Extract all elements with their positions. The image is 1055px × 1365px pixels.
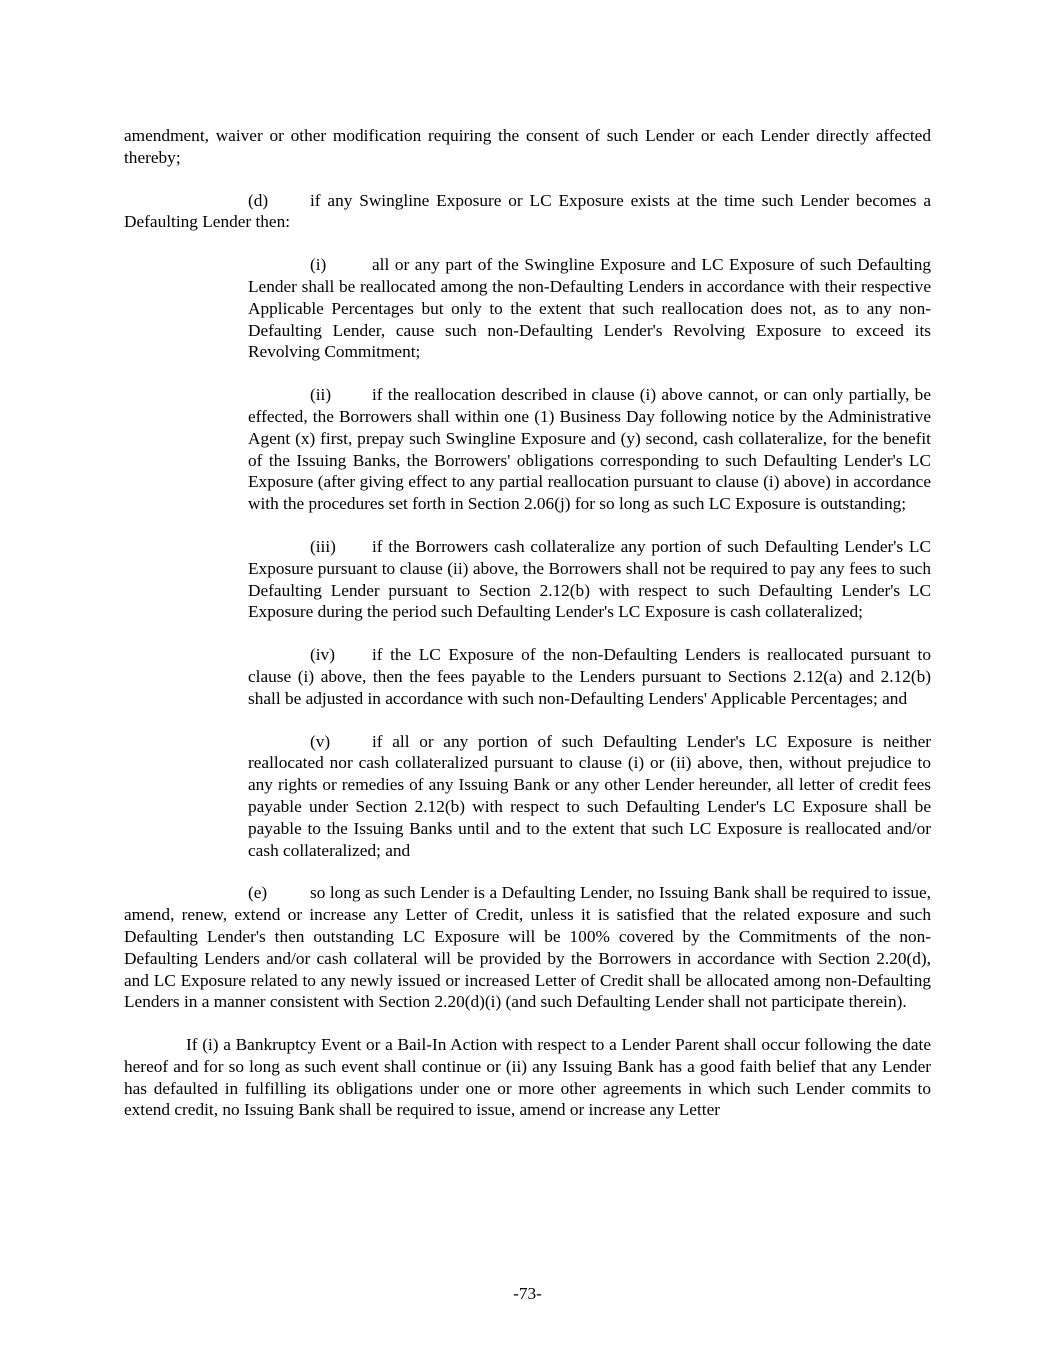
subclause-i-text: all or any part of the Swingline Exposure and LC Exposure of such Defaulting Lender shall be reallocated among the non-Defaulting Lenders in accordance with their respective Applicable Percentages but only to the extent that such reallocation does not, as to any non-Defaulting Lender, cause such non-Defaulting Lender's Revolving Exposure to exceed its Revolving Commitment; <box>248 255 931 362</box>
closing-paragraph: If (i) a Bankruptcy Event or a Bail-In Action with respect to a Lender Parent shall occur following the date hereof and for so long as such event shall continue or (ii) any Issuing Bank has a good faith belief that any Lender has defaulted in fulfilling its obligations under one or more other agreements in which such Lender commits to extend credit, no Issuing Bank shall be required to issue, amend or increase any Letter <box>124 1035 931 1120</box>
document-body <box>124 125 931 1121</box>
subclause-i-marker: (i) <box>310 255 327 275</box>
clause-d-text: if any Swingline Exposure or LC Exposure exists at the time such Lender becomes a Defaulting Lender then: <box>124 190 931 232</box>
subclause-iii-text: if the Borrowers cash collateralize any portion of such Defaulting Lender's LC Exposure pursuant to clause (ii) above, the Borrowers shall not be required to pay any fees to such Defaulting Lender pursuant to Section 2.12(b) with respect to such Defaulting Lender's LC Exposure during the period such Defaulting Lender's LC Exposure is cash collateralized; <box>248 536 931 622</box>
clause-d-paragraph <box>124 190 931 234</box>
subclause-iii <box>248 536 931 623</box>
subclause-iv-marker: (iv) <box>310 645 335 665</box>
subclause-ii-text: if the reallocation described in clause (i) above cannot, or can only partially, be effected, the Borrowers shall within one (1) Business Day following notice by the Administrative Agent (x) first, prepay such Swingline Exposure and (y) second, cash collateralize, for the benefit of the Issuing Banks, the Borrowers' obligations corresponding to such Defaulting Lender's LC Exposure (after giving effect to any partial reallocation pursuant to clause (i) above) in accordance with the procedures set forth in Section 2.06(j) for so long as such LC Exposure is outstanding; <box>248 385 931 514</box>
subclause-iv-text: if the LC Exposure of the non-Defaulting Lenders is reallocated pursuant to clause (i) above, then the fees payable to the Lenders pursuant to Sections 2.12(a) and 2.12(b) shall be adjusted in accordance with such non-Defaulting Lenders' Applicable Percentages; and <box>248 645 931 708</box>
subclause-iii-marker: (iii) <box>310 536 336 556</box>
subclause-i <box>248 254 931 363</box>
subclause-v-text: if all or any portion of such Defaulting Lender's LC Exposure is neither reallocated nor cash collateralized pursuant to clause (i) or (ii) above, then, without prejudice to any rights or remedies of any Issuing Bank or any other Lender hereunder, all letter of credit fees payable under Section 2.12(b) with respect to such Defaulting Lender's LC Exposure shall be payable to the Issuing Banks until and to the extent that such LC Exposure is reallocated and/or cash collateralized; and <box>248 731 931 860</box>
clause-e-paragraph <box>124 882 931 1013</box>
subclause-ii-marker: (ii) <box>310 385 332 405</box>
intro-paragraph: amendment, waiver or other modification requiring the consent of such Lender or each Lender directly affected thereby; <box>124 126 931 167</box>
subclause-ii <box>248 384 931 515</box>
subclause-v-marker: (v) <box>310 731 331 751</box>
page-number: -73- <box>513 1284 542 1303</box>
subclause-v <box>248 731 931 862</box>
subclause-iv <box>248 644 931 709</box>
clause-e-text: so long as such Lender is a Defaulting Lender, no Issuing Bank shall be required to issue, amend, renew, extend or increase any Letter of Credit, unless it is satisfied that the related exposure and such Defaulting Lender's then outstanding LC Exposure will be 100% covered by the Commitments of the non-Defaulting Lenders and/or cash collateral will be provided by the Borrowers in accordance with Section 2.20(d), and LC Exposure related to any newly issued or increased Letter of Credit shall be allocated among non-Defaulting Lenders in a manner consistent with Section 2.20(d)(i) (and such Defaulting Lender shall not participate therein). <box>124 883 931 1012</box>
clause-e-marker: (e) <box>248 883 268 903</box>
clause-d-marker: (d) <box>248 190 269 210</box>
